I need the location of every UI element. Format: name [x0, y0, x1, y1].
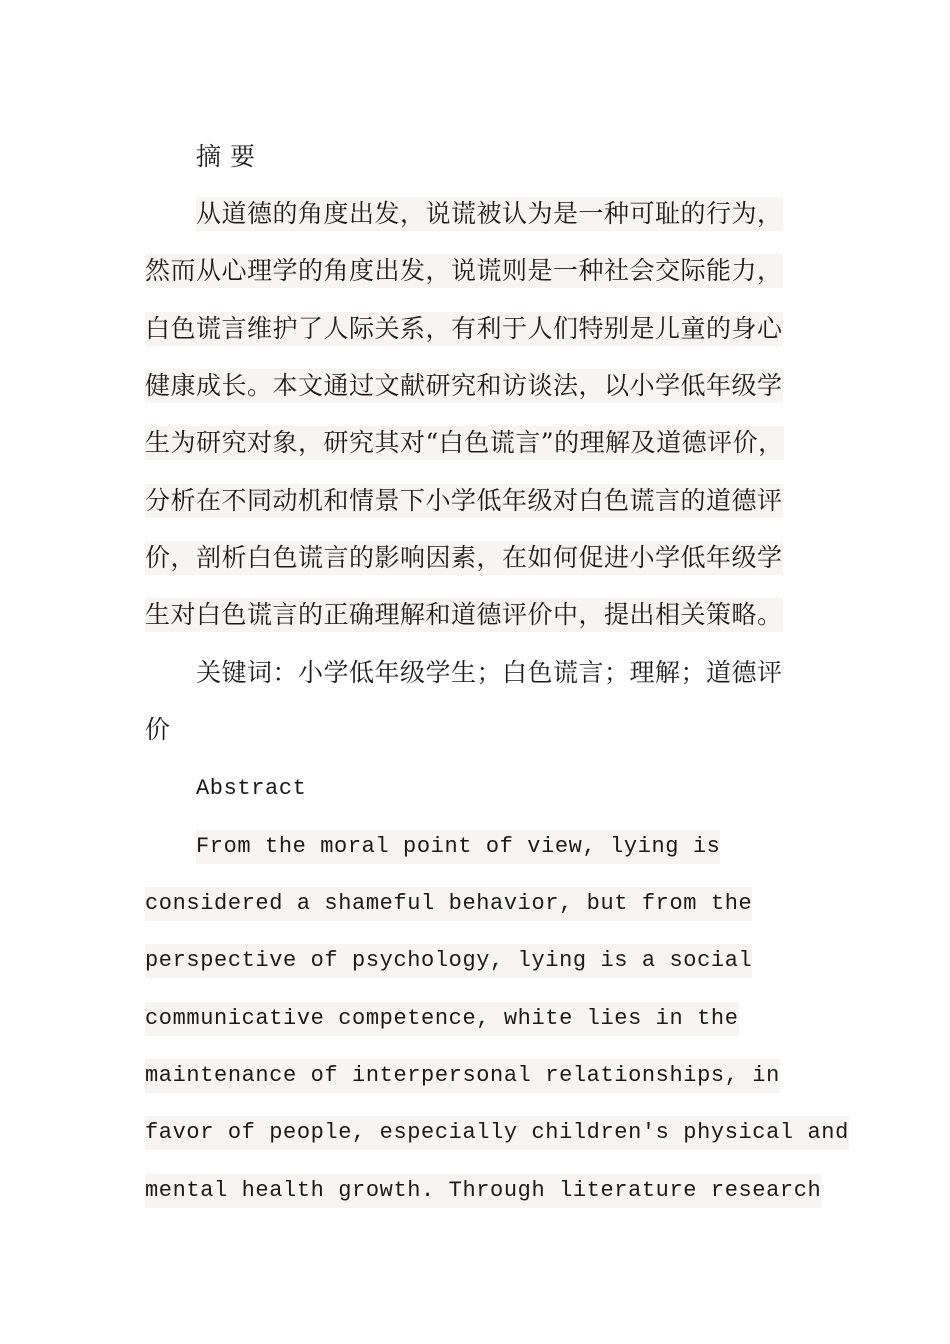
abstract-cn-line: 生为研究对象，研究其对“白色谎言”的理解及道德评价， — [145, 426, 784, 460]
keywords-cn-line: 价 — [145, 715, 171, 744]
abstract-en-line: mental health growth. Through literature research — [145, 1174, 821, 1208]
abstract-cn-line: 白色谎言维护了人际关系，有利于人们特别是儿童的身心 — [145, 312, 783, 346]
abstract-cn-heading: 摘 要 — [196, 142, 256, 171]
abstract-cn-line: 从道德的角度出发，说谎被认为是一种可耻的行为， — [196, 197, 783, 231]
abstract-en-line: communicative competence, white lies in the — [145, 1002, 739, 1036]
abstract-en-line: considered a shameful behavior, but from the — [145, 887, 752, 921]
abstract-cn-line: 然而从心理学的角度出发，说谎则是一种社会交际能力， — [145, 254, 783, 288]
abstract-cn-line: 健康成长。本文通过文献研究和访谈法，以小学低年级学 — [145, 369, 783, 403]
abstract-en-line: From the moral point of view, lying is — [196, 830, 720, 864]
abstract-en-heading: Abstract — [196, 776, 307, 801]
abstract-en-line: favor of people, especially children's physical and — [145, 1116, 849, 1150]
abstract-en-line: maintenance of interpersonal relationships, in — [145, 1059, 780, 1093]
abstract-cn-line: 生对白色谎言的正确理解和道德评价中，提出相关策略。 — [145, 598, 783, 632]
keywords-cn-line: 关键词：小学低年级学生；白色谎言；理解；道德评 — [196, 658, 783, 687]
abstract-en-line: perspective of psychology, lying is a social — [145, 944, 752, 978]
abstract-cn-line: 分析在不同动机和情景下小学低年级对白色谎言的道德评 — [145, 484, 783, 518]
abstract-cn-line: 价，剖析白色谎言的影响因素，在如何促进小学低年级学 — [145, 541, 783, 575]
